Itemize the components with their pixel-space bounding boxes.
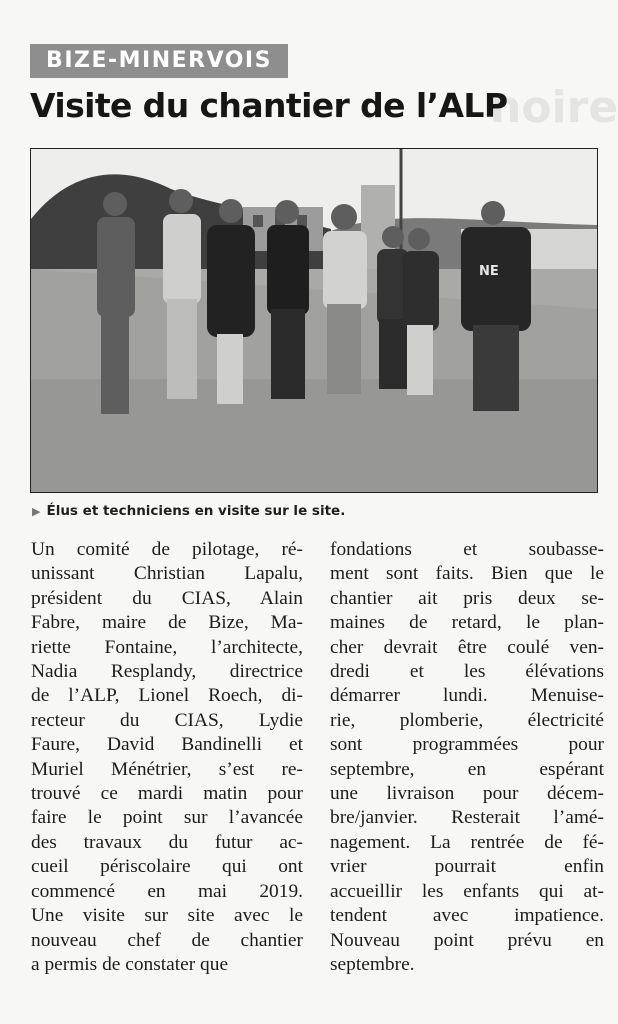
body-text-line: trouvé ce mardi matin pour [31, 783, 303, 805]
body-text-line: accueillir les enfants qui at- [330, 880, 604, 902]
body-text-line: commencé en mai 2019. [31, 880, 303, 902]
body-text-line: Fabre, maire de Bize, Ma- [31, 612, 303, 634]
body-text-line: Faure, David Bandinelli et [31, 734, 303, 756]
caption-marker-icon: ▶ [32, 505, 41, 518]
body-column-right [330, 538, 604, 977]
body-text-line: faire le point sur l’avancée [31, 807, 303, 829]
body-text-line: Nouveau point prévu en [330, 929, 604, 951]
body-text-line: cher devrait être coulé ven- [330, 636, 604, 658]
body-text-line: bre/janvier. Resterait l’amé- [330, 807, 604, 829]
body-text-line: dredi et les élévations [330, 661, 604, 683]
body-text-line: recteur du CIAS, Lydie [31, 709, 303, 731]
body-text-line: de l’ALP, Lionel Roech, di- [31, 685, 303, 707]
body-text-line: Muriel Ménétrier, s’est re- [31, 758, 303, 780]
body-text-line: des travaux du futur ac- [31, 831, 303, 853]
body-text-line: unissant Christian Lapalu, [31, 563, 303, 585]
body-text-line: tendent avec impatience. [330, 905, 604, 927]
body-text-line: vrier pourrait enfin [330, 856, 604, 878]
section-rubric: BIZE-MINERVOIS [30, 44, 288, 78]
body-text-line: nagement. La rentrée de fé- [330, 831, 604, 853]
body-text-line: septembre. [330, 953, 415, 975]
body-text-line: maines de retard, le plan- [330, 612, 604, 634]
article-headline: Visite du chantier de l’ALP [30, 86, 508, 125]
body-text-line: une livraison pour décem- [330, 783, 604, 805]
body-text-line: ment sont faits. Bien que le [330, 563, 604, 585]
article-photo [30, 148, 598, 493]
body-text-line: Un comité de pilotage, ré- [31, 539, 303, 560]
body-text-line: cueil périscolaire qui ont [31, 856, 303, 878]
body-text-line: septembre, en espérant [330, 758, 604, 780]
photo-caption [32, 503, 345, 519]
bleed-through-text: noire [490, 82, 618, 133]
body-text-line: Une visite sur site avec le [31, 905, 303, 927]
body-text-line: a permis de constater que [31, 953, 229, 975]
shirt-text: NE [479, 264, 499, 279]
body-text-line: président du CIAS, Alain [31, 587, 303, 609]
body-text-line: fondations et soubasse- [330, 539, 604, 560]
body-text-line: nouveau chef de chantier [31, 929, 303, 951]
photo-caption-text: Élus et techniciens en visite sur le site. [46, 503, 346, 519]
body-text-line: chantier ait pris deux se- [330, 587, 604, 609]
body-text-line: Nadia Resplandy, directrice [31, 661, 303, 683]
body-text-line: rie, plomberie, électricité [330, 709, 604, 731]
body-text-line: riette Fontaine, l’architecte, [31, 636, 303, 658]
body-text-line: sont programmées pour [330, 734, 604, 756]
body-text-line: démarrer lundi. Menuise- [330, 685, 604, 707]
body-column-left [31, 538, 303, 977]
